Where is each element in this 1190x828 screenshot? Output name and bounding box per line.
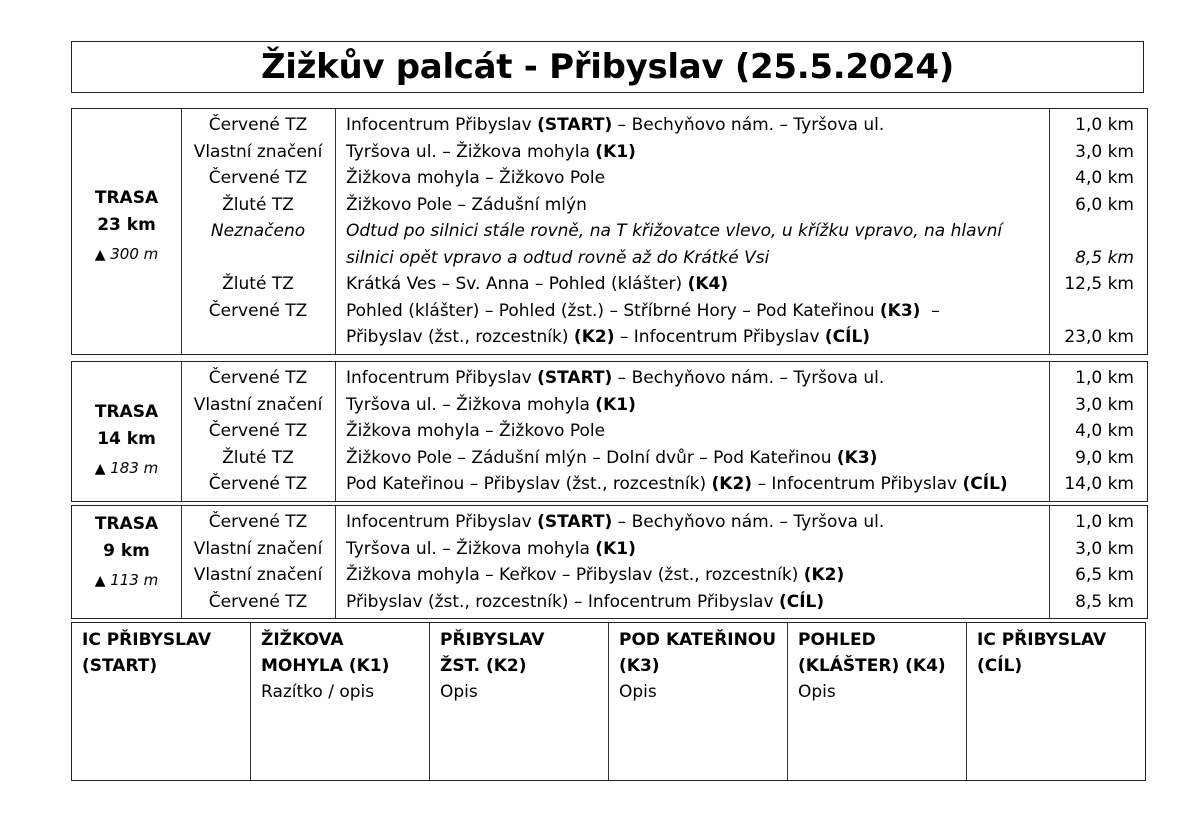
elevation-value: 300 m <box>110 245 159 263</box>
route-description <box>346 324 870 351</box>
distance: 8,5 km <box>1075 247 1134 268</box>
description-text: – <box>920 300 940 321</box>
elevation-value: 183 m <box>110 459 159 477</box>
description-text: Přibyslav (žst., rozcestník) – Infocentrum Přibyslav <box>346 591 779 612</box>
checkpoint-code: (START) <box>537 512 613 532</box>
trail-mark: Červené TZ <box>208 300 308 321</box>
checkpoint-cell <box>609 623 788 780</box>
description-text: Tyršova ul. – Žižkova mohyla <box>346 141 596 162</box>
route-description <box>346 298 940 325</box>
table-row <box>72 536 1147 563</box>
table-row <box>72 324 1147 351</box>
checkpoint-code: (K2) <box>573 327 615 347</box>
triangle-up-icon: ▲ <box>94 247 106 263</box>
elevation-value: 113 m <box>110 571 159 589</box>
distance: 1,0 km <box>1075 368 1134 388</box>
route-description <box>346 192 587 219</box>
table-row <box>72 165 1147 192</box>
route-name: TRASA <box>94 188 159 208</box>
trail-mark: Vlastní značení <box>193 565 323 585</box>
description-text: Infocentrum Přibyslav <box>346 115 538 135</box>
table-row <box>72 365 1147 392</box>
distance: 4,0 km <box>1075 168 1134 188</box>
distance: 1,0 km <box>1075 512 1134 532</box>
description-text: Odtud po silnici stále rovně, na T křižovatce vlevo, u křížku vpravo, na hlavní <box>346 221 1003 241</box>
trail-mark: Červené TZ <box>208 591 308 612</box>
distance: 9,0 km <box>1075 447 1134 468</box>
description-text: silnici opět vpravo a odtud rovně až do Krátké Vsi <box>346 247 770 268</box>
route-description <box>346 445 877 472</box>
trail-mark: Vlastní značení <box>193 394 323 415</box>
table-row <box>72 392 1147 419</box>
route-description <box>346 218 1002 245</box>
table-row <box>72 298 1147 325</box>
table-row <box>72 509 1147 536</box>
distance: 12,5 km <box>1064 274 1134 294</box>
description-text: Přibyslav (žst., rozcestník) <box>346 327 574 347</box>
checkpoint-code: (K1) <box>595 394 636 415</box>
table-row <box>72 139 1147 166</box>
table-row <box>72 271 1147 298</box>
trail-mark: Červené TZ <box>208 168 308 188</box>
distance: 23,0 km <box>1064 327 1134 347</box>
description-text: Žižkovo Pole – Zádušní mlýn <box>346 194 587 215</box>
distance: 3,0 km <box>1075 538 1134 559</box>
table-row <box>72 192 1147 219</box>
route-description <box>346 139 636 166</box>
table-row <box>72 218 1147 245</box>
checkpoint-name: POHLED (KLÁŠTER) (K4) <box>798 630 946 676</box>
route-description <box>346 112 884 139</box>
checkpoint-note: Opis <box>619 682 657 702</box>
description-text: Infocentrum Přibyslav <box>346 512 538 532</box>
checkpoint-name: PŘIBYSLAV ŽST. (K2) <box>440 630 545 676</box>
table-row <box>72 245 1147 272</box>
checkpoint-name: IC PŘIBYSLAV (CÍL) <box>977 630 1107 676</box>
route-description <box>346 418 605 445</box>
route-description <box>346 271 728 298</box>
checkpoint-note: Opis <box>440 682 478 702</box>
description-text: Pohled (klášter) – Pohled (žst.) – Stříbrné Hory – Pod Kateřinou <box>346 300 880 321</box>
triangle-up-icon: ▲ <box>94 573 106 589</box>
description-text: Žižkovo Pole – Zádušní mlýn – Dolní dvůr – Pod Kateřinou <box>346 447 837 468</box>
route-length: 14 km <box>97 428 156 449</box>
table-row <box>72 418 1147 445</box>
table-row <box>72 445 1147 472</box>
table-row <box>72 589 1147 616</box>
title-box <box>71 41 1144 93</box>
distance: 14,0 km <box>1064 474 1134 494</box>
description-text: Infocentrum Přibyslav <box>346 368 538 388</box>
trail-mark: Červené TZ <box>208 368 308 388</box>
description-text: Žižkova mohyla – Žižkovo Pole <box>346 421 606 441</box>
checkpoint-code: (CÍL) <box>778 591 825 612</box>
route-name: TRASA <box>94 514 159 534</box>
distance: 4,0 km <box>1075 421 1134 441</box>
checkpoint-note: Razítko / opis <box>261 682 375 702</box>
description-text: Tyršova ul. – Žižkova mohyla <box>346 394 596 415</box>
table-row <box>72 471 1147 498</box>
checkpoint-code: (K2) <box>711 474 753 494</box>
description-text: – Bechyňovo nám. – Tyršova ul. <box>612 115 885 135</box>
description-text: Tyršova ul. – Žižkova mohyla <box>346 538 596 559</box>
route-description <box>346 471 1008 498</box>
distance: 6,0 km <box>1075 194 1134 215</box>
checkpoint-code: (K4) <box>687 274 729 294</box>
checkpoint-code: (START) <box>537 368 613 388</box>
distance: 3,0 km <box>1075 141 1134 162</box>
triangle-up-icon: ▲ <box>94 461 106 477</box>
route-description <box>346 245 769 272</box>
page-title: Žižkův palcát - Přibyslav (25.5.2024) <box>260 47 955 87</box>
checkpoint-code: (K2) <box>803 565 845 585</box>
checkpoint-code: (K3) <box>879 300 921 321</box>
trail-mark: Červené TZ <box>208 474 308 494</box>
trail-mark: Vlastní značení <box>193 141 323 162</box>
checkpoint-code: (START) <box>537 115 613 135</box>
checkpoint-name: IC PŘIBYSLAV (START) <box>82 630 212 676</box>
route-table <box>71 505 1148 619</box>
checkpoint-code: (CÍL) <box>824 327 871 347</box>
checkpoint-code: (K1) <box>595 538 636 559</box>
checkpoint-cell <box>251 623 430 780</box>
route-description <box>346 509 884 536</box>
description-text: Pod Kateřinou – Přibyslav (žst., rozcestník) <box>346 474 712 494</box>
route-table <box>71 108 1148 355</box>
distance: 1,0 km <box>1075 115 1134 135</box>
checkpoint-table <box>71 622 1146 781</box>
trail-mark: Žluté TZ <box>222 194 294 215</box>
trail-mark: Červené TZ <box>208 115 308 135</box>
trail-mark: Neznačeno <box>210 221 306 241</box>
checkpoint-cell <box>72 623 251 780</box>
route-description <box>346 562 844 589</box>
trail-mark: Vlastní značení <box>193 538 323 559</box>
route-description <box>346 589 824 616</box>
checkpoint-note: Opis <box>798 682 836 702</box>
route-length: 23 km <box>97 214 156 235</box>
checkpoint-code: (CÍL) <box>962 474 1008 494</box>
table-row <box>72 112 1147 139</box>
description-text: – Bechyňovo nám. – Tyršova ul. <box>612 368 885 388</box>
route-description <box>346 536 636 563</box>
route-length: 9 km <box>103 540 150 561</box>
description-text: – Bechyňovo nám. – Tyršova ul. <box>612 512 885 532</box>
route-description <box>346 365 884 392</box>
route-description <box>346 392 636 419</box>
checkpoint-cell <box>788 623 967 780</box>
route-description <box>346 165 605 192</box>
distance: 6,5 km <box>1075 565 1134 585</box>
route-name: TRASA <box>94 402 159 422</box>
distance: 8,5 km <box>1075 591 1134 612</box>
description-text: Žižkova mohyla – Keřkov – Přibyslav (žst., rozcestník) <box>346 565 804 585</box>
description-text: – Infocentrum Přibyslav <box>752 474 963 494</box>
description-text: Žižkova mohyla – Žižkovo Pole <box>346 168 606 188</box>
checkpoint-name: POD KATEŘINOU (K3) <box>619 630 777 676</box>
checkpoint-cell <box>430 623 609 780</box>
distance: 3,0 km <box>1075 394 1134 415</box>
trail-mark: Žluté TZ <box>222 447 294 468</box>
description-text: Krátká Ves – Sv. Anna – Pohled (klášter) <box>346 274 688 294</box>
trail-mark: Červené TZ <box>208 421 308 441</box>
trail-mark: Žluté TZ <box>222 274 294 294</box>
checkpoint-code: (K3) <box>836 447 878 468</box>
trail-mark: Červené TZ <box>208 512 308 532</box>
checkpoint-name: ŽIŽKOVA MOHYLA (K1) <box>261 630 390 676</box>
checkpoint-cell <box>967 623 1145 780</box>
table-row <box>72 562 1147 589</box>
route-table <box>71 361 1148 502</box>
checkpoint-code: (K1) <box>595 141 636 162</box>
description-text: – Infocentrum Přibyslav <box>614 327 825 347</box>
